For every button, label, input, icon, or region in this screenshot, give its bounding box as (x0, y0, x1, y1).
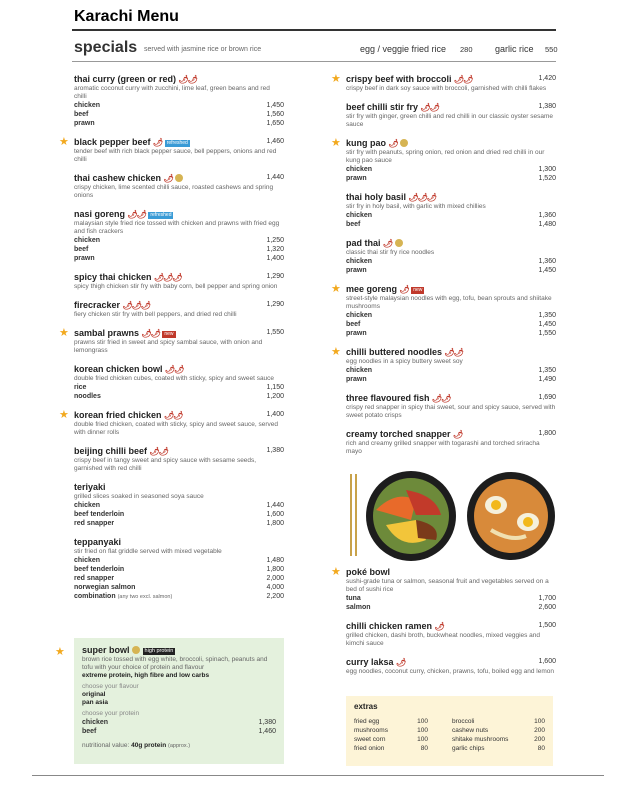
menu-item (74, 482, 284, 528)
page-title: Karachi Menu (74, 8, 179, 25)
item-name (74, 173, 284, 184)
chili-icon: 🌶🌶 (141, 329, 160, 338)
price-label: chicken (74, 557, 101, 564)
super-bowl-highlight: extreme protein, high fibre and low carbs (82, 672, 210, 679)
price-line (74, 392, 284, 401)
item-title: thai curry (green or red) (74, 74, 177, 84)
item-title: beijing chilli beef (74, 446, 148, 456)
item-price: 1,380 (266, 447, 284, 454)
star-icon: ★ (59, 327, 69, 339)
price-line (74, 556, 284, 565)
left-menu-column (59, 74, 284, 611)
price-value: 1,700 (538, 595, 556, 602)
chili-icon: 🌶 (399, 285, 409, 294)
item-price: 1,400 (266, 411, 284, 418)
price-label: prawn (346, 376, 367, 383)
menu-item (74, 446, 284, 473)
item-price: 1,460 (266, 138, 284, 145)
price-line (346, 329, 556, 338)
extras-row (354, 744, 545, 753)
item-name (346, 347, 556, 358)
item-title: kung pao (346, 138, 386, 148)
bottom-divider (32, 775, 604, 776)
protein-option: chicken (82, 719, 109, 726)
item-price: 1,420 (538, 75, 556, 82)
price-value: 1,200 (266, 393, 284, 400)
menu-item (331, 566, 556, 612)
food-photos (346, 470, 556, 562)
price-value: 1,350 (538, 312, 556, 319)
protein-price: 1,380 (258, 719, 276, 726)
menu-item (59, 327, 284, 355)
chili-icon: 🌶🌶 (164, 411, 183, 420)
price-label: chicken (346, 367, 373, 374)
high-protein-badge: high protein (144, 648, 174, 654)
price-line (346, 165, 556, 174)
chili-icon: 🌶 (434, 622, 444, 631)
item-name (74, 328, 284, 339)
item-description: sushi-grade tuna or salmon, seasonal fruit and vegetables served on a bed of sushi rice (346, 578, 549, 593)
item-title: three flavoured fish (346, 393, 430, 403)
price-line (346, 174, 556, 183)
item-description: tender beef with rich black pepper sauce, bell peppers, onions and red chilli (74, 148, 277, 163)
star-icon: ★ (331, 73, 341, 85)
price-label: chicken (74, 502, 101, 509)
flavour-option: pan asia (82, 699, 109, 706)
price-value: 1,480 (266, 557, 284, 564)
item-description: prawns stir fried in sweet and spicy sambal sauce, with onion and lemongrass (74, 339, 263, 354)
menu-item (74, 272, 284, 291)
price-label: chicken (74, 237, 101, 244)
item-name (74, 446, 284, 457)
price-label: prawn (346, 175, 367, 182)
price-line (346, 257, 556, 266)
price-line (74, 383, 284, 392)
extra-label: cashew nuts (452, 727, 489, 734)
chili-icon: 🌶🌶 (454, 75, 473, 84)
item-name (74, 482, 284, 493)
flavour-label: choose your flavour (82, 683, 139, 690)
price-value: 1,450 (266, 102, 284, 109)
protein-option: beef (82, 728, 97, 735)
item-description: egg noodles, coconut curry, chicken, prawns, tofu, boiled egg and lemon (346, 668, 555, 675)
item-name (74, 537, 284, 548)
food-photos-image (346, 470, 556, 562)
star-icon: ★ (331, 346, 341, 358)
item-description: stir fried on flat griddle served with mixed vegetable (74, 548, 222, 555)
chili-icon: 🌶🌶 (420, 103, 439, 112)
price-label: combination (74, 593, 116, 600)
price-label: prawn (74, 255, 95, 262)
price-value: 1,560 (266, 111, 284, 118)
chili-icon: 🌶 (453, 430, 463, 439)
price-line (74, 574, 284, 583)
item-title: teppanyaki (74, 537, 122, 547)
menu-item (346, 657, 556, 676)
price-line (74, 510, 284, 519)
price-label: beef tenderloin (74, 511, 125, 518)
item-description: street-style malaysian noodles with egg, tofu, bean sprouts and shiitake mushrooms (346, 295, 552, 310)
item-name (346, 192, 556, 203)
price-label: chicken (346, 312, 373, 319)
price-value: 1,450 (538, 321, 556, 328)
extra-price: 100 (417, 718, 428, 725)
price-label: beef (346, 221, 361, 228)
item-description: crispy red snapper in spicy thai sweet, sour and spicy sauce, served with sweet potato crisps (346, 404, 556, 419)
item-name (346, 138, 556, 149)
protein-price-line (82, 727, 276, 736)
price-line (74, 254, 284, 263)
vegetarian-icon (400, 139, 408, 147)
menu-item (59, 136, 284, 164)
menu-item (331, 73, 556, 93)
chili-icon: 🌶🌶🌶 (122, 301, 151, 310)
title-divider (72, 29, 556, 31)
price-line (74, 245, 284, 254)
item-title: mee goreng (346, 284, 398, 294)
egg-rice-price: 280 (460, 45, 473, 54)
price-value: 1,250 (266, 237, 284, 244)
chili-icon: 🌶🌶 (149, 447, 168, 456)
menu-item (74, 537, 284, 602)
chili-icon: 🌶🌶 (432, 394, 451, 403)
menu-item (59, 409, 284, 437)
item-name (74, 410, 284, 421)
item-name (346, 567, 556, 578)
item-title: thai holy basil (346, 192, 407, 202)
section-title: specials (74, 39, 138, 56)
nutrition-note: (approx.) (168, 743, 191, 749)
extra-price: 100 (417, 727, 428, 734)
extra-price: 200 (534, 727, 545, 734)
item-title: black pepper beef (74, 137, 151, 147)
price-line (74, 236, 284, 245)
menu-item (74, 209, 284, 263)
item-price: 1,290 (266, 301, 284, 308)
item-title: spicy thai chicken (74, 272, 152, 282)
price-line (346, 594, 556, 603)
item-description: rich and creamy grilled snapper with togarashi and torched sriracha mayo (346, 440, 540, 455)
item-description: double fried chicken, coated with sticky, spicy and sweet sauce, served with dinner rolls (74, 421, 279, 436)
item-name (346, 74, 556, 85)
protein-price: 1,460 (258, 728, 276, 735)
item-price: 1,800 (538, 430, 556, 437)
extra-price: 100 (534, 718, 545, 725)
star-icon: ★ (331, 283, 341, 295)
price-label: chicken (74, 102, 101, 109)
extras-row (354, 726, 545, 735)
item-name (346, 284, 556, 295)
extras-box (346, 696, 553, 766)
price-line (74, 592, 284, 602)
item-title: thai cashew chicken (74, 173, 162, 183)
price-value: 1,480 (538, 221, 556, 228)
item-price: 1,690 (538, 394, 556, 401)
star-icon: ★ (59, 409, 69, 421)
super-bowl-name: super bowl (82, 645, 130, 655)
garlic-rice-label: garlic rice (495, 44, 534, 54)
menu-item (346, 393, 556, 420)
super-bowl-title (82, 645, 276, 656)
menu-item (74, 74, 284, 128)
price-label: chicken (346, 166, 373, 173)
item-price: 1,500 (538, 622, 556, 629)
egg-rice-label: egg / veggie fried rice (360, 44, 447, 54)
section-subtitle: served with jasmine rice or brown rice (144, 46, 262, 53)
extra-price: 100 (417, 736, 428, 743)
vegetarian-icon (395, 239, 403, 247)
item-badge: refreshed (150, 212, 172, 218)
extra-label: shitake mushrooms (452, 736, 509, 743)
item-title: crispy beef with broccoli (346, 74, 452, 84)
item-title: chilli chicken ramen (346, 621, 433, 631)
price-value: 2,600 (538, 604, 556, 611)
vegetarian-icon (132, 646, 140, 654)
price-line (74, 101, 284, 110)
item-description: fiery chicken stir fry with bell peppers, and dried red chilli (74, 311, 237, 318)
item-description: classic thai stir fry rice noodles (346, 249, 435, 256)
price-value: 1,350 (538, 367, 556, 374)
menu-item (74, 173, 284, 200)
item-description: crispy beef in tangy sweet and spicy sauce with sesame seeds, garnished with red chilli (74, 457, 257, 472)
item-description: stir fry with ginger, green chilli and red chilli in our classic oyster sesame sauce (346, 113, 554, 128)
nutrition-label: nutritional value: (82, 742, 130, 749)
item-title: teriyaki (74, 482, 106, 492)
price-note: (any two excl. salmon) (117, 594, 173, 600)
item-description: double fried chicken cubes, coated with sticky, spicy and sweet sauce (74, 375, 275, 382)
price-line (346, 311, 556, 320)
item-name (346, 393, 556, 404)
extra-label: garlic chips (452, 745, 485, 752)
item-badge: new (413, 287, 423, 293)
extra-price: 80 (537, 745, 545, 752)
star-icon: ★ (55, 646, 65, 658)
price-label: chicken (346, 212, 373, 219)
price-line (346, 211, 556, 220)
item-badge: new (164, 331, 174, 337)
vegetarian-icon (175, 174, 183, 182)
menu-item (346, 621, 556, 648)
price-value: 1,800 (266, 520, 284, 527)
price-value: 1,400 (266, 255, 284, 262)
menu-item (346, 238, 556, 275)
item-title: beef chilli stir fry (346, 102, 419, 112)
right-menu-column (331, 73, 556, 685)
super-bowl-box (55, 638, 284, 764)
price-line (346, 220, 556, 229)
price-line (74, 501, 284, 510)
item-name (74, 137, 284, 148)
item-name (346, 657, 556, 668)
item-description: crispy chicken, lime scented chilli sauce, roasted cashews and spring onions (74, 184, 274, 199)
price-label: beef (74, 246, 89, 253)
price-value: 2,200 (266, 593, 284, 600)
price-value: 1,300 (538, 166, 556, 173)
item-name (74, 300, 284, 311)
price-value: 1,360 (538, 212, 556, 219)
header-divider (72, 61, 556, 62)
price-value: 1,550 (538, 330, 556, 337)
price-value: 1,490 (538, 376, 556, 383)
price-line (346, 375, 556, 384)
price-line (74, 119, 284, 128)
price-label: red snapper (74, 575, 115, 582)
item-description: spicy thigh chicken stir fry with baby corn, bell pepper and spring onion (74, 283, 278, 290)
menu-item (331, 283, 556, 338)
price-value: 1,320 (266, 246, 284, 253)
price-label: beef (74, 111, 89, 118)
item-title: pad thai (346, 238, 381, 248)
price-label: chicken (346, 258, 373, 265)
item-description: grilled slices soaked in seasoned soya sauce (74, 493, 204, 500)
extras-row (354, 717, 545, 726)
item-name (346, 238, 556, 249)
price-label: prawn (74, 120, 95, 127)
chili-icon: 🌶 (388, 139, 398, 148)
star-icon: ★ (331, 566, 341, 578)
star-icon: ★ (59, 136, 69, 148)
extra-label: fried egg (354, 718, 380, 725)
price-value: 1,150 (266, 384, 284, 391)
menu-item (346, 192, 556, 229)
extra-label: mushrooms (354, 727, 388, 734)
item-title: creamy torched snapper (346, 429, 451, 439)
chili-icon: 🌶 (396, 658, 406, 667)
item-title: korean fried chicken (74, 410, 162, 420)
extra-price: 80 (420, 745, 428, 752)
item-name (74, 272, 284, 283)
super-bowl-desc: brown rice tossed with egg white, broccoli, spinach, peanuts and tofu with your choice of protein and flavour (82, 656, 268, 671)
item-description: stir fry with peanuts, spring onion, red onion and dried red chilli in our kung pao sauce (346, 149, 545, 164)
price-line (346, 366, 556, 375)
price-value: 1,800 (266, 566, 284, 573)
menu-item (346, 429, 556, 456)
price-value: 1,360 (538, 258, 556, 265)
menu-item (74, 300, 284, 319)
item-name (74, 209, 284, 220)
star-icon: ★ (331, 137, 341, 149)
price-value: 1,450 (538, 267, 556, 274)
item-title: sambal prawns (74, 328, 140, 338)
price-value: 2,000 (266, 575, 284, 582)
item-description: crispy beef in dark soy sauce with broccoli, garnished with chilli flakes (346, 85, 547, 92)
price-line (346, 266, 556, 275)
item-description: egg noodles in a spicy buttery sweet soy (346, 358, 463, 365)
item-name (346, 621, 556, 632)
item-title: poké bowl (346, 567, 391, 577)
price-label: tuna (346, 595, 361, 602)
menu-item (331, 137, 556, 183)
price-label: norwegian salmon (74, 584, 136, 591)
garlic-rice-price: 550 (545, 45, 558, 54)
item-price: 1,600 (538, 658, 556, 665)
price-line (346, 320, 556, 329)
item-price: 1,380 (538, 103, 556, 110)
price-value: 4,000 (266, 584, 284, 591)
chili-icon: 🌶🌶 (165, 365, 184, 374)
chili-icon: 🌶🌶 (444, 348, 463, 357)
item-name (74, 364, 284, 375)
price-label: red snapper (74, 520, 115, 527)
menu-item (346, 102, 556, 129)
chili-icon: 🌶🌶 (178, 75, 197, 84)
price-label: beef (346, 321, 361, 328)
flavour-option: original (82, 691, 106, 698)
item-price: 1,550 (266, 329, 284, 336)
price-line (74, 519, 284, 528)
price-value: 1,440 (266, 502, 284, 509)
item-name (346, 429, 556, 440)
extra-label: fried onion (354, 745, 385, 752)
item-title: korean chicken bowl (74, 364, 163, 374)
item-title: firecracker (74, 300, 121, 310)
nutrition-value: 40g protein (131, 742, 167, 749)
price-value: 1,650 (266, 120, 284, 127)
protein-label: choose your protein (82, 710, 140, 717)
item-name (74, 74, 284, 85)
item-title: nasi goreng (74, 209, 126, 219)
item-title: curry laksa (346, 657, 394, 667)
price-label: noodles (74, 393, 101, 400)
price-line (74, 583, 284, 592)
extras-row (354, 735, 545, 744)
price-line (74, 565, 284, 574)
chili-icon: 🌶 (383, 239, 393, 248)
price-label: rice (74, 384, 87, 391)
protein-price-line (82, 718, 276, 727)
chili-icon: 🌶🌶🌶 (154, 273, 182, 282)
item-description: grilled chicken, dashi broth, buckwheat noodles, mixed veggies and kimchi sauce (346, 632, 541, 647)
item-description: aromatic coconut curry with zucchini, lime leaf, green beans and red chilli (74, 85, 270, 100)
item-badge: refreshed (166, 140, 188, 146)
price-line (346, 603, 556, 612)
chili-icon: 🌶🌶 (127, 210, 146, 219)
price-line (74, 110, 284, 119)
item-name (346, 102, 556, 113)
nutrition-line (82, 742, 276, 750)
price-label: beef tenderloin (74, 566, 125, 573)
item-price: 1,290 (266, 273, 284, 280)
item-description: malaysian style fried rice tossed with chicken and prawns with fried egg and fish crackers (74, 220, 280, 235)
price-value: 1,520 (538, 175, 556, 182)
item-description: stir fry in holy basil, with garlic with mixed chillies (346, 203, 486, 210)
extra-label: sweet corn (354, 736, 386, 743)
price-label: salmon (346, 604, 371, 611)
menu-item (331, 346, 556, 384)
price-value: 1,600 (266, 511, 284, 518)
menu-item (74, 364, 284, 401)
price-label: prawn (346, 267, 367, 274)
chili-icon: 🌶🌶🌶 (408, 193, 436, 202)
specials-header (74, 39, 556, 61)
chili-icon: 🌶 (163, 174, 173, 183)
item-title: chilli buttered noodles (346, 347, 443, 357)
extras-title: extras (354, 702, 378, 711)
chili-icon: 🌶 (153, 138, 163, 147)
extra-label: broccoli (452, 718, 475, 725)
item-price: 1,440 (266, 174, 284, 181)
price-label: prawn (346, 330, 367, 337)
extra-price: 200 (534, 736, 545, 743)
